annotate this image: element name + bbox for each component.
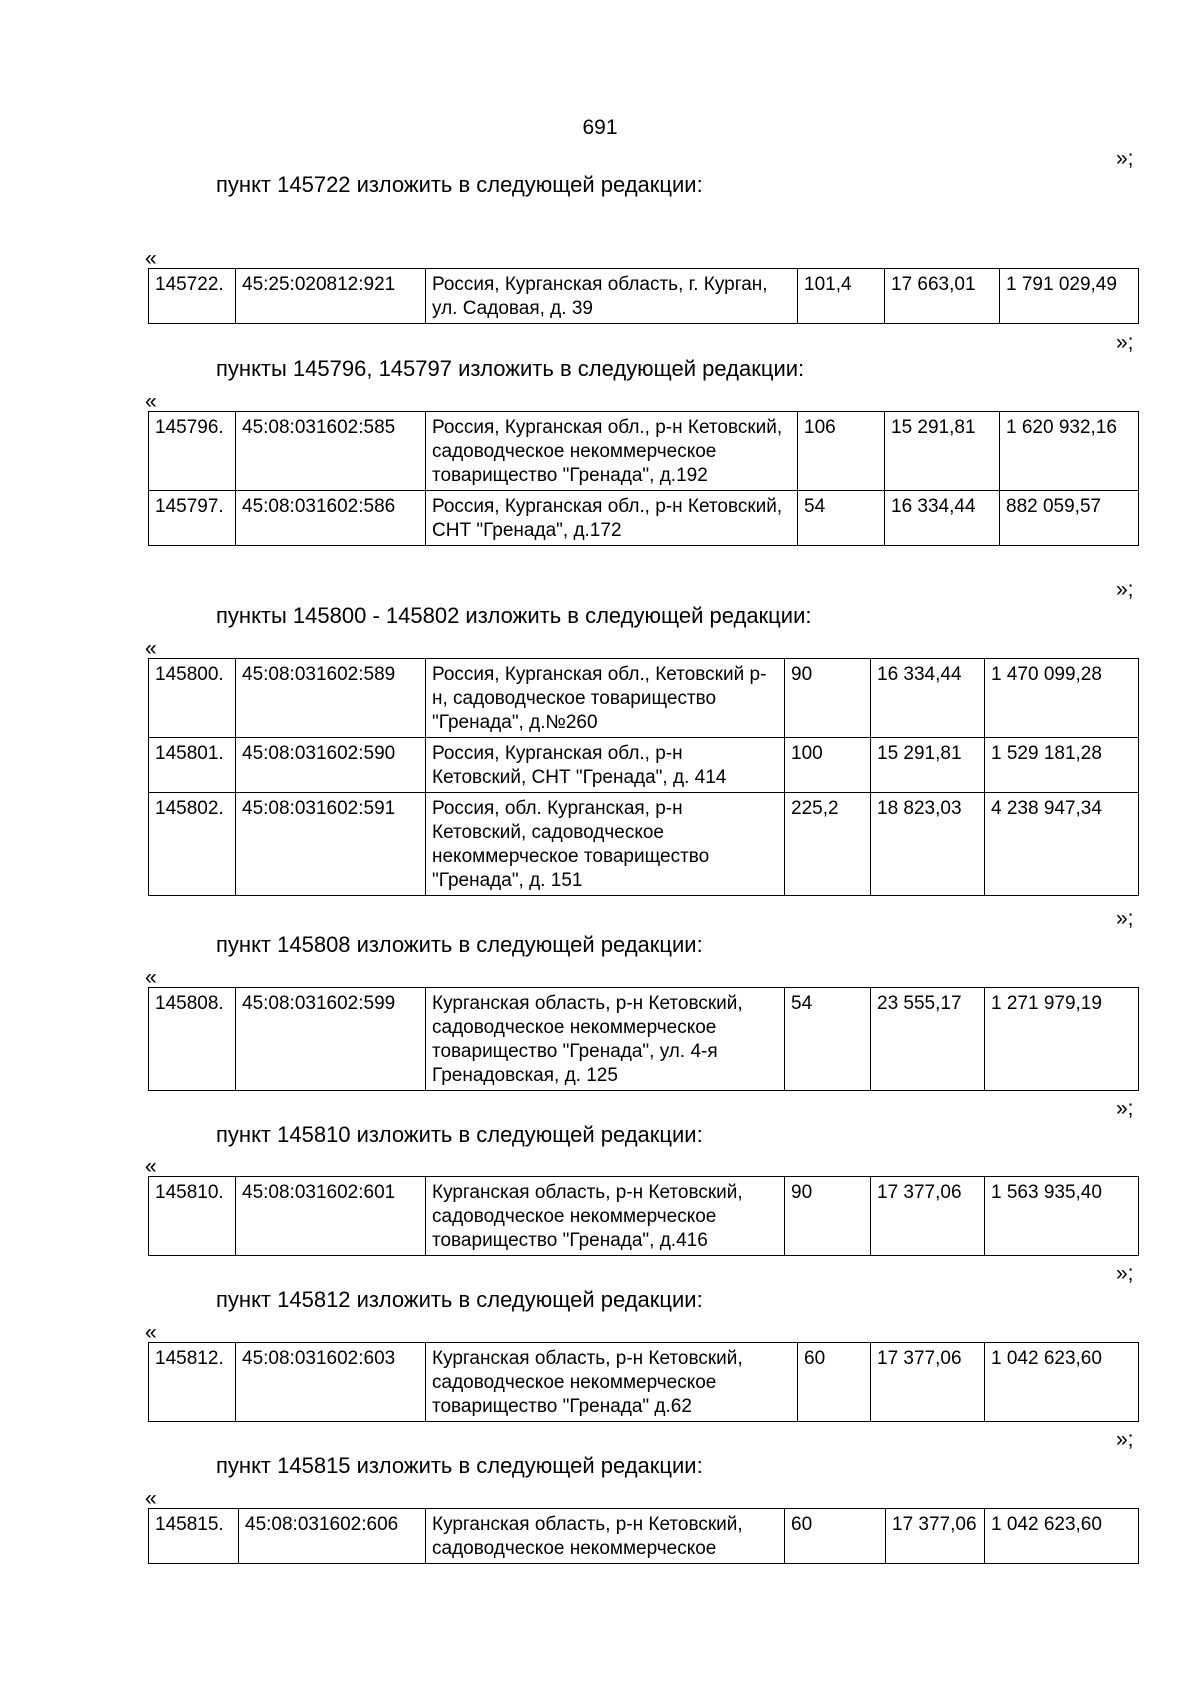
close-quote: »; [1116, 578, 1134, 601]
cadastral-value: 1 470 099,28 [985, 659, 1139, 738]
address: Россия, Курганская обл., р-н Кетовский, садоводческое некоммерческое товарищество "Гренада", д.192 [426, 412, 798, 491]
section-table [148, 411, 1139, 546]
cadastral-value: 1 620 932,16 [1000, 412, 1139, 491]
address: Россия, Курганская обл., Кетовский р-н, садоводческое товарищество "Гренада", д.№260 [426, 659, 785, 738]
cadastral-value: 1 271 979,19 [985, 988, 1139, 1091]
table-row [149, 269, 1139, 324]
row-number: 145808. [149, 988, 236, 1091]
specific-value: 16 334,44 [885, 491, 1000, 546]
close-quote: »; [1116, 1262, 1134, 1285]
area: 60 [798, 1343, 871, 1422]
area: 60 [785, 1509, 886, 1564]
table-row [149, 988, 1139, 1091]
area: 90 [785, 1177, 871, 1256]
address: Курганская область, р-н Кетовский, садоводческое некоммерческое товарищество "Гренада", ул. 4-я Гренадовская, д. 125 [426, 988, 785, 1091]
specific-value: 17 377,06 [871, 1177, 985, 1256]
cadastral-value: 1 563 935,40 [985, 1177, 1139, 1256]
specific-value: 17 377,06 [886, 1509, 985, 1564]
section-table [148, 1508, 1139, 1564]
cadastral-value: 1 529 181,28 [985, 738, 1139, 793]
open-quote: « [145, 966, 157, 989]
close-quote: »; [1116, 147, 1134, 170]
section-table [148, 658, 1139, 896]
address: Курганская область, р-н Кетовский, садоводческое некоммерческое товарищество "Гренада", д.416 [426, 1177, 785, 1256]
close-quote: »; [1116, 907, 1134, 930]
open-quote: « [145, 390, 157, 413]
table-row [149, 1177, 1139, 1256]
address: Россия, Курганская обл., р-н Кетовский, СНТ "Гренада", д.172 [426, 491, 798, 546]
section-heading: пункт 145722 изложить в следующей редакции: [216, 172, 703, 197]
area: 54 [785, 988, 871, 1091]
address: Курганская область, р-н Кетовский, садоводческое некоммерческое товарищество "Гренада" д.62 [426, 1343, 798, 1422]
area: 106 [798, 412, 885, 491]
specific-value: 18 823,03 [871, 793, 985, 896]
area: 100 [785, 738, 871, 793]
close-quote: »; [1116, 1428, 1134, 1451]
row-number: 145797. [149, 491, 236, 546]
table-row [149, 738, 1139, 793]
table-row [149, 793, 1139, 896]
address: Курганская область, р-н Кетовский, садоводческое некоммерческое [426, 1509, 785, 1564]
row-number: 145815. [149, 1509, 239, 1564]
row-number: 145722. [149, 269, 236, 324]
cadastral-number: 45:08:031602:603 [236, 1343, 426, 1422]
specific-value: 16 334,44 [871, 659, 985, 738]
cadastral-number: 45:25:020812:921 [236, 269, 426, 324]
row-number: 145800. [149, 659, 236, 738]
cadastral-value: 1 042 623,60 [985, 1509, 1139, 1564]
section-heading: пункт 145808 изложить в следующей редакции: [216, 932, 703, 957]
cadastral-number: 45:08:031602:601 [236, 1177, 426, 1256]
specific-value: 15 291,81 [885, 412, 1000, 491]
address: Россия, Курганская обл., р-н Кетовский, СНТ "Гренада", д. 414 [426, 738, 785, 793]
area: 90 [785, 659, 871, 738]
cadastral-number: 45:08:031602:586 [236, 491, 426, 546]
area: 225,2 [785, 793, 871, 896]
section-heading: пункт 145815 изложить в следующей редакции: [216, 1453, 703, 1478]
specific-value: 15 291,81 [871, 738, 985, 793]
section-table [148, 1176, 1139, 1256]
address: Россия, Курганская область, г. Курган, ул. Садовая, д. 39 [426, 269, 798, 324]
close-quote: »; [1116, 331, 1134, 354]
open-quote: « [145, 247, 157, 270]
cadastral-value: 882 059,57 [1000, 491, 1139, 546]
cadastral-number: 45:08:031602:590 [236, 738, 426, 793]
cadastral-number: 45:08:031602:599 [236, 988, 426, 1091]
area: 101,4 [798, 269, 885, 324]
section-heading: пункты 145800 - 145802 изложить в следующей редакции: [216, 603, 812, 628]
row-number: 145796. [149, 412, 236, 491]
row-number: 145801. [149, 738, 236, 793]
section-table [148, 268, 1139, 324]
area: 54 [798, 491, 885, 546]
section-table [148, 987, 1139, 1091]
cadastral-number: 45:08:031602:589 [236, 659, 426, 738]
section-heading: пункт 145812 изложить в следующей редакции: [216, 1287, 703, 1312]
row-number: 145812. [149, 1343, 236, 1422]
address: Россия, обл. Курганская, р-н Кетовский, садоводческое некоммерческое товарищество "Гренада", д. 151 [426, 793, 785, 896]
section-table [148, 1342, 1139, 1422]
table-row [149, 1509, 1139, 1564]
table-row [149, 491, 1139, 546]
cadastral-number: 45:08:031602:606 [239, 1509, 426, 1564]
table-row [149, 412, 1139, 491]
specific-value: 17 377,06 [871, 1343, 985, 1422]
section-heading: пункты 145796, 145797 изложить в следующей редакции: [216, 356, 805, 381]
page-number: 691 [582, 116, 618, 139]
open-quote: « [145, 1487, 157, 1510]
cadastral-value: 1 042 623,60 [985, 1343, 1139, 1422]
cadastral-number: 45:08:031602:591 [236, 793, 426, 896]
close-quote: »; [1116, 1097, 1134, 1120]
cadastral-number: 45:08:031602:585 [236, 412, 426, 491]
specific-value: 17 663,01 [885, 269, 1000, 324]
table-row [149, 1343, 1139, 1422]
open-quote: « [145, 637, 157, 660]
table-row [149, 659, 1139, 738]
section-heading: пункт 145810 изложить в следующей редакции: [216, 1122, 703, 1147]
open-quote: « [145, 1155, 157, 1178]
open-quote: « [145, 1321, 157, 1344]
cadastral-value: 1 791 029,49 [1000, 269, 1139, 324]
row-number: 145810. [149, 1177, 236, 1256]
specific-value: 23 555,17 [871, 988, 985, 1091]
row-number: 145802. [149, 793, 236, 896]
cadastral-value: 4 238 947,34 [985, 793, 1139, 896]
